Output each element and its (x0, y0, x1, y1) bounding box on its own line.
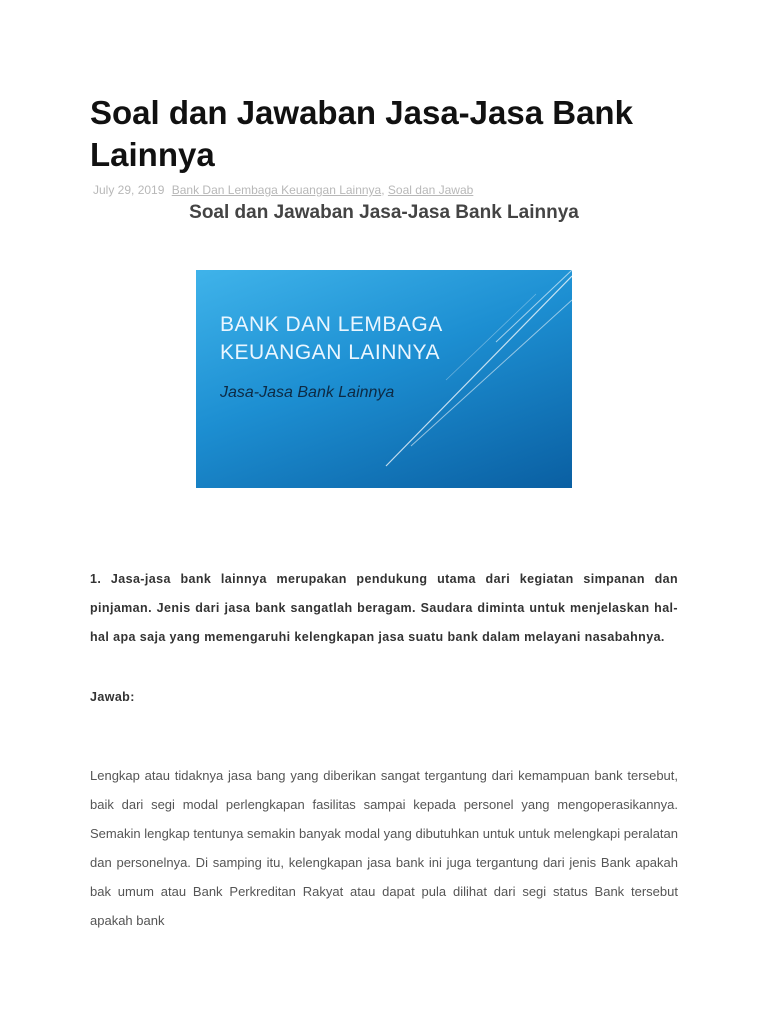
post-date: July 29, 2019 (93, 183, 165, 197)
post-subtitle: Soal dan Jawaban Jasa-Jasa Bank Lainnya (189, 202, 579, 223)
answer-text: Lengkap atau tidaknya jasa bang yang diberikan sangat tergantung dari kemampuan bank tersebut, baik dari segi modal perlengkapan fasilitas sampai kepada personel yang mengoperasikannya. Semakin lengkap tentunya semakin banyak modal yang dibutuhkan untuk untuk melengkapi peralatan dan personelnya. Di samping itu, kelengkapan jasa bank ini juga tergantung dari jenis Bank apakah bak umum atau Bank Perkreditan Rakyat atau dapat pula dilihat dari segi status Bank tersebut apakah bank (90, 768, 678, 928)
category-separator: , (381, 183, 385, 197)
post-title: Soal dan Jawaban Jasa-Jasa Bank Lainnya (90, 94, 633, 173)
category-link-bank-lembaga[interactable]: Bank Dan Lembaga Keuangan Lainnya (171, 183, 382, 197)
banner-image (196, 270, 572, 488)
banner-title-line-2: KEUANGAN LAINNYA (220, 341, 440, 364)
answer-label: Jawab: (90, 690, 135, 704)
question-text: 1. Jasa-jasa bank lainnya merupakan pendukung utama dari kegiatan simpanan dan pinjaman. Jenis dari jasa bank sangatlah beragam. Saudara diminta untuk menjelaskan hal-hal apa saja yang memengaruhi kelengkapan jasa suatu bank dalam melayani nasabahnya. (90, 572, 678, 644)
banner-title-line-1: BANK DAN LEMBAGA (220, 313, 443, 336)
banner-subtitle: Jasa-Jasa Bank Lainnya (220, 384, 395, 401)
category-link-soal-jawab[interactable]: Soal dan Jawab (387, 183, 474, 197)
banner-decorative-lines (196, 270, 572, 488)
post-meta (93, 183, 473, 197)
